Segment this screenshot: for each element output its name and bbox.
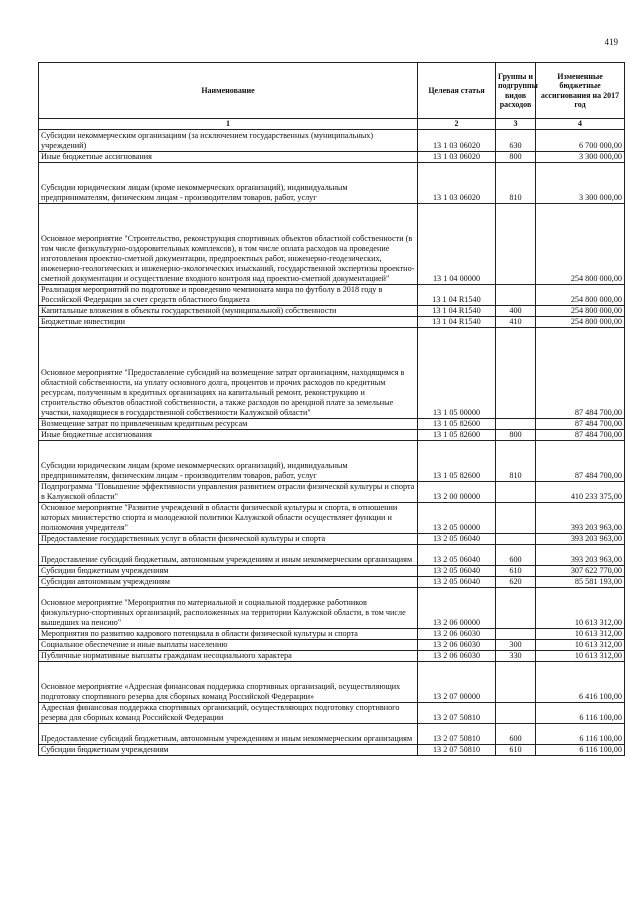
row-target-code: 13 2 07 50810 bbox=[418, 724, 496, 745]
row-target-code: 13 1 04 R1540 bbox=[418, 306, 496, 317]
row-name: Субсидии некоммерческим организациям (за исключением государственных (муниципальных) учреждений) bbox=[39, 130, 418, 152]
table-row bbox=[39, 441, 625, 482]
row-name: Адресная финансовая поддержка спортивных организаций, осуществляющих подготовку спортивного резерва для сборных команд Российской Федерации bbox=[39, 703, 418, 724]
row-expense-group bbox=[496, 629, 536, 640]
row-target-code: 13 2 07 00000 bbox=[418, 662, 496, 703]
row-name: Иные бюджетные ассигнования bbox=[39, 152, 418, 163]
row-expense-group: 810 bbox=[496, 163, 536, 204]
row-expense-group: 410 bbox=[496, 317, 536, 328]
row-name: Иные бюджетные ассигнования bbox=[39, 430, 418, 441]
row-name: Возмещение затрат по привлеченным кредитным ресурсам bbox=[39, 419, 418, 430]
row-name: Субсидии бюджетным учреждениям bbox=[39, 745, 418, 756]
row-target-code: 13 2 06 00000 bbox=[418, 588, 496, 629]
row-amount: 10 613 312,00 bbox=[536, 629, 625, 640]
row-name: Предоставление субсидий бюджетным, автономным учреждениям и иным некоммерческим организациям bbox=[39, 545, 418, 566]
row-target-code: 13 1 03 06020 bbox=[418, 163, 496, 204]
row-name: Предоставление субсидий бюджетным, автономным учреждениям и иным некоммерческим организациям bbox=[39, 724, 418, 745]
row-target-code: 13 1 03 06020 bbox=[418, 152, 496, 163]
row-target-code: 13 2 06 06030 bbox=[418, 651, 496, 662]
table-row bbox=[39, 724, 625, 745]
table-row bbox=[39, 430, 625, 441]
row-amount: 410 233 375,00 bbox=[536, 482, 625, 503]
row-target-code: 13 1 05 82600 bbox=[418, 419, 496, 430]
table-row bbox=[39, 285, 625, 306]
row-target-code: 13 2 06 06030 bbox=[418, 629, 496, 640]
table-row bbox=[39, 534, 625, 545]
row-target-code: 13 2 00 00000 bbox=[418, 482, 496, 503]
row-expense-group: 800 bbox=[496, 152, 536, 163]
row-expense-group bbox=[496, 703, 536, 724]
row-name: Предоставление государственных услуг в области физической культуры и спорта bbox=[39, 534, 418, 545]
table-row bbox=[39, 662, 625, 703]
row-target-code: 13 2 05 06040 bbox=[418, 534, 496, 545]
row-name: Социальное обеспечение и иные выплаты населению bbox=[39, 640, 418, 651]
row-amount: 6 116 100,00 bbox=[536, 703, 625, 724]
row-amount: 87 484 700,00 bbox=[536, 441, 625, 482]
row-target-code: 13 2 07 50810 bbox=[418, 703, 496, 724]
row-amount: 393 203 963,00 bbox=[536, 545, 625, 566]
column-number: 4 bbox=[536, 119, 625, 130]
row-target-code: 13 2 05 06040 bbox=[418, 566, 496, 577]
row-amount: 254 800 000,00 bbox=[536, 306, 625, 317]
row-amount: 307 622 770,00 bbox=[536, 566, 625, 577]
row-expense-group bbox=[496, 662, 536, 703]
row-name: Публичные нормативные выплаты гражданам несоциального характера bbox=[39, 651, 418, 662]
table-row bbox=[39, 204, 625, 285]
row-expense-group: 610 bbox=[496, 745, 536, 756]
row-expense-group: 330 bbox=[496, 651, 536, 662]
table-row bbox=[39, 703, 625, 724]
row-name: Капитальные вложения в объекты государственной (муниципальной) собственности bbox=[39, 306, 418, 317]
row-name: Основное мероприятие "Предоставление субсидий на возмещение затрат организациям, находящимся в областной собственности, на уплату основного долга, процентов и прочих расходов по кредитным ресурсам, полученным в кредитных организациях на капитальный ремонт, реконструкцию и строительство объектов областной собственности, а также расходов по арендной плате за земельные участки, находящиеся в государственной собственности Калужской области" bbox=[39, 328, 418, 419]
table-row bbox=[39, 306, 625, 317]
row-target-code: 13 2 05 06040 bbox=[418, 577, 496, 588]
row-name: Субсидии бюджетным учреждениям bbox=[39, 566, 418, 577]
row-amount: 6 116 100,00 bbox=[536, 724, 625, 745]
table-body bbox=[39, 130, 625, 756]
row-expense-group: 630 bbox=[496, 130, 536, 152]
header-name: Наименование bbox=[39, 63, 418, 119]
row-target-code: 13 2 05 00000 bbox=[418, 503, 496, 534]
table-row bbox=[39, 577, 625, 588]
column-number-row bbox=[39, 119, 625, 130]
row-expense-group bbox=[496, 328, 536, 419]
row-expense-group bbox=[496, 204, 536, 285]
table-row bbox=[39, 566, 625, 577]
row-expense-group: 400 bbox=[496, 306, 536, 317]
row-amount: 254 800 000,00 bbox=[536, 204, 625, 285]
row-amount: 87 484 700,00 bbox=[536, 328, 625, 419]
row-name: Субсидии автономным учреждениям bbox=[39, 577, 418, 588]
row-target-code: 13 2 05 06040 bbox=[418, 545, 496, 566]
row-name: Субсидии юридическим лицам (кроме некоммерческих организаций), индивидуальным предпринимателям, физическим лицам - производителям товаров, работ, услуг bbox=[39, 441, 418, 482]
budget-table bbox=[38, 62, 625, 756]
header-groups: Группы и подгруппы видов расходов bbox=[496, 63, 536, 119]
row-amount: 6 416 100,00 bbox=[536, 662, 625, 703]
table-row bbox=[39, 317, 625, 328]
table-row bbox=[39, 629, 625, 640]
row-amount: 254 800 000,00 bbox=[536, 285, 625, 306]
row-target-code: 13 1 04 R1540 bbox=[418, 285, 496, 306]
table-row bbox=[39, 482, 625, 503]
header-amount: Измененные бюджетные ассигнования на 2017 год bbox=[536, 63, 625, 119]
row-expense-group bbox=[496, 482, 536, 503]
table-row bbox=[39, 588, 625, 629]
table-row bbox=[39, 651, 625, 662]
table-row bbox=[39, 130, 625, 152]
column-number: 2 bbox=[418, 119, 496, 130]
table-row bbox=[39, 640, 625, 651]
page-number: 419 bbox=[604, 37, 618, 47]
table-row bbox=[39, 152, 625, 163]
table-row bbox=[39, 328, 625, 419]
row-amount: 6 116 100,00 bbox=[536, 745, 625, 756]
row-amount: 87 484 700,00 bbox=[536, 430, 625, 441]
row-amount: 10 613 312,00 bbox=[536, 651, 625, 662]
row-expense-group bbox=[496, 534, 536, 545]
column-number: 1 bbox=[39, 119, 418, 130]
row-name: Основное мероприятие «Адресная финансовая поддержка спортивных организаций, осуществляющих подготовку спортивного резерва для сборных команд Российской Федерации» bbox=[39, 662, 418, 703]
table-row bbox=[39, 745, 625, 756]
row-expense-group: 620 bbox=[496, 577, 536, 588]
row-expense-group bbox=[496, 503, 536, 534]
row-amount: 87 484 700,00 bbox=[536, 419, 625, 430]
row-target-code: 13 2 07 50810 bbox=[418, 745, 496, 756]
row-target-code: 13 2 06 06030 bbox=[418, 640, 496, 651]
row-expense-group: 300 bbox=[496, 640, 536, 651]
table-row bbox=[39, 163, 625, 204]
row-target-code: 13 1 04 00000 bbox=[418, 204, 496, 285]
row-amount: 10 613 312,00 bbox=[536, 588, 625, 629]
row-expense-group: 610 bbox=[496, 566, 536, 577]
row-name: Бюджетные инвестиции bbox=[39, 317, 418, 328]
row-name: Основное мероприятие "Мероприятия по материальной и социальной поддержке работников физкультурно-спортивных организаций, расположенных на территории Калужской области, в том числе вышедших на пенсию" bbox=[39, 588, 418, 629]
row-name: Основное мероприятие "Строительство, реконструкция спортивных объектов областной собственности (в том числе физкультурно-оздоровительных комплексов), в том числе оплата расходов на проведение изготовления проектно-сметной документации, предпроектных работ, инженерно-геодезических, инженерно-геологических и инженерно-экологических изысканий, государственной экспертизы проектно-сметной документации и осуществление входного контроля над проектно-сметной документацией" bbox=[39, 204, 418, 285]
row-name: Реализация мероприятий по подготовке и проведению чемпионата мира по футболу в 2018 году в Российской Федерации за счет средств областного бюджета bbox=[39, 285, 418, 306]
row-amount: 3 300 000,00 bbox=[536, 163, 625, 204]
row-expense-group bbox=[496, 285, 536, 306]
row-amount: 10 613 312,00 bbox=[536, 640, 625, 651]
row-name: Субсидии юридическим лицам (кроме некоммерческих организаций), индивидуальным предпринимателям, физическим лицам - производителям товаров, работ, услуг bbox=[39, 163, 418, 204]
row-amount: 393 203 963,00 bbox=[536, 534, 625, 545]
row-expense-group: 600 bbox=[496, 724, 536, 745]
row-amount: 6 700 000,00 bbox=[536, 130, 625, 152]
row-target-code: 13 1 04 R1540 bbox=[418, 317, 496, 328]
table-row bbox=[39, 545, 625, 566]
row-expense-group: 800 bbox=[496, 430, 536, 441]
row-expense-group bbox=[496, 419, 536, 430]
table-header-row bbox=[39, 63, 625, 119]
row-amount: 254 800 000,00 bbox=[536, 317, 625, 328]
row-amount: 85 581 193,00 bbox=[536, 577, 625, 588]
row-target-code: 13 1 05 00000 bbox=[418, 328, 496, 419]
table-row bbox=[39, 419, 625, 430]
header-target: Целевая статья bbox=[418, 63, 496, 119]
row-amount: 3 300 000,00 bbox=[536, 152, 625, 163]
row-name: Мероприятия по развитию кадрового потенциала в области физической культуры и спорта bbox=[39, 629, 418, 640]
row-target-code: 13 1 05 82600 bbox=[418, 430, 496, 441]
row-amount: 393 203 963,00 bbox=[536, 503, 625, 534]
row-name: Основное мероприятие "Развитие учреждений в области физической культуры и спорта, в отношении которых министерство спорта и молодежной политики Калужской области осуществляет функции и полномочия учредителя" bbox=[39, 503, 418, 534]
row-expense-group: 600 bbox=[496, 545, 536, 566]
row-name: Подпрограмма "Повышение эффективности управления развитием отрасли физической культуры и спорта в Калужской области" bbox=[39, 482, 418, 503]
row-expense-group: 810 bbox=[496, 441, 536, 482]
row-target-code: 13 1 03 06020 bbox=[418, 130, 496, 152]
column-number: 3 bbox=[496, 119, 536, 130]
table-row bbox=[39, 503, 625, 534]
row-target-code: 13 1 05 82600 bbox=[418, 441, 496, 482]
row-expense-group bbox=[496, 588, 536, 629]
